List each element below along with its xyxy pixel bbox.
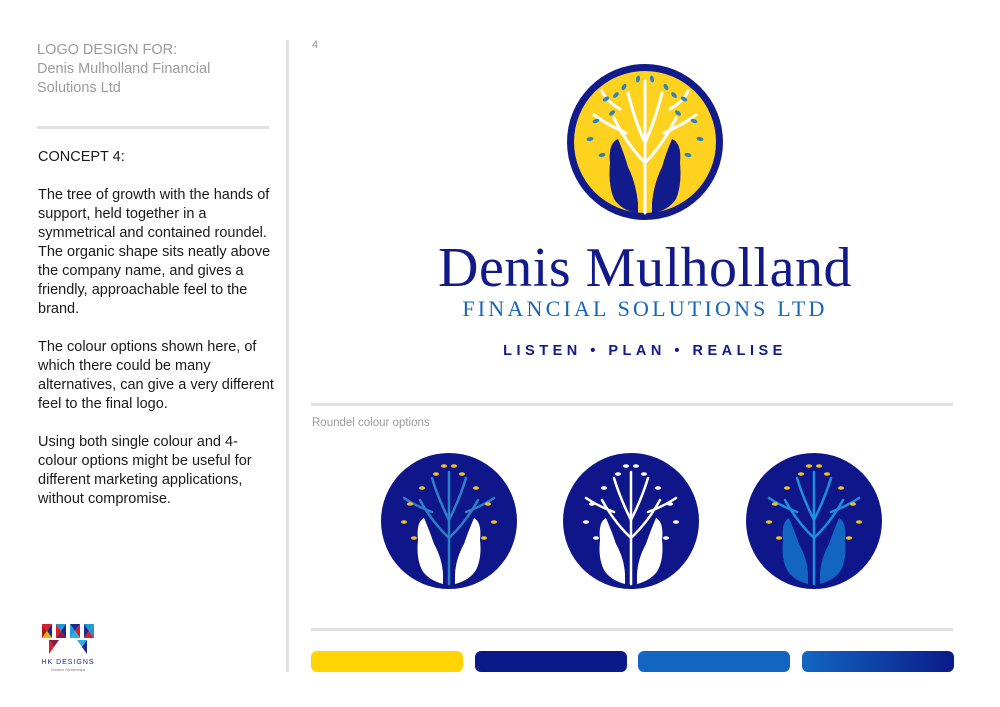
tree-hands-icon [380, 452, 518, 590]
section-divider-top [311, 403, 953, 406]
main-roundel [566, 63, 724, 221]
page-number: 4 [312, 39, 319, 51]
swatch-yellow [311, 651, 463, 672]
roundel-options-label: Roundel colour options [312, 417, 430, 429]
header-line-1: LOGO DESIGN FOR: [37, 42, 178, 58]
tree-hands-icon [566, 63, 724, 221]
hk-mark-icon [42, 624, 94, 654]
swatch-navy [475, 651, 627, 672]
brand-name: Denis Mulholland [438, 237, 852, 299]
column-divider [286, 40, 289, 672]
swatch-gradient [802, 651, 954, 672]
swatch-blue [638, 651, 790, 672]
header-divider [37, 126, 269, 129]
concept-title: CONCEPT 4: [38, 149, 125, 165]
document-header [37, 41, 277, 98]
concept-paragraph-1: The tree of growth with the hands of support, held together in a symmetrical and contained roundel. The organic shape sits neatly above the company name, and gives a friendly, approachable feel to the brand. [38, 187, 271, 317]
header-line-3: Solutions Ltd [37, 80, 121, 96]
hk-logo-text: HK DESIGNS [41, 659, 95, 666]
concept-paragraph-2: The colour options shown here, of which there could be many alternatives, can give a very different feel to the final logo. [38, 339, 274, 412]
brand-subtitle: FINANCIAL SOLUTIONS LTD [462, 296, 828, 321]
hk-designs-logo [36, 622, 100, 674]
brand-tagline: LISTEN • PLAN • REALISE [503, 343, 787, 359]
roundel-option-1 [380, 452, 518, 590]
roundel-option-2 [562, 452, 700, 590]
tree-hands-icon [745, 452, 883, 590]
roundel-option-3 [745, 452, 883, 590]
section-divider-bottom [311, 628, 953, 631]
hk-logo-subtext: Creative Partnerships [50, 668, 86, 672]
tree-hands-icon [562, 452, 700, 590]
concept-paragraph-3: Using both single colour and 4-colour options might be useful for different marketing applications, without compromise. [38, 434, 252, 507]
header-line-2: Denis Mulholland Financial [37, 61, 211, 77]
